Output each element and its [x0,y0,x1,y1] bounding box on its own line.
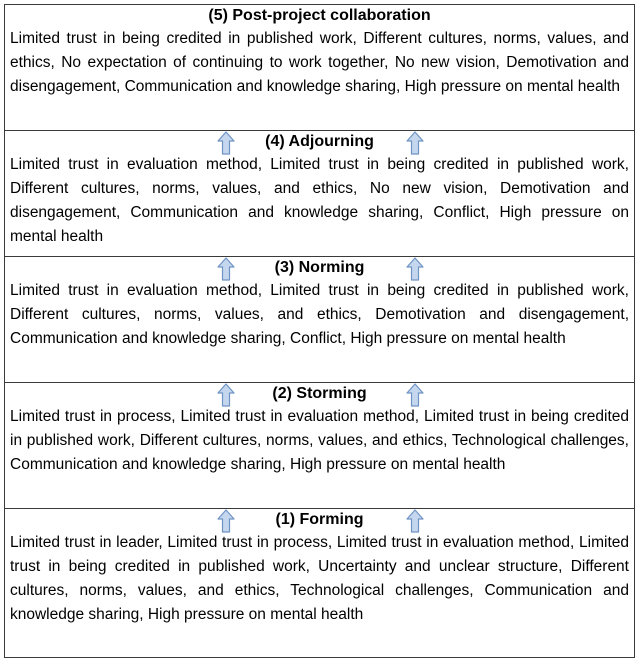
stage-description: Limited trust in leader, Limited trust in process, Limited trust in evaluation method, Limited trust in being credited in published work, Uncertainty and unclear structure, Different cultures, norms, values, and ethics, Technological challenges, Communication and knowledge sharing, High pressure on mental health [10,534,629,623]
up-arrow-icon [406,257,424,281]
stage-title: (1) Forming [275,511,364,528]
stage-description: Limited trust in process, Limited trust in evaluation method, Limited trust in being credited in published work, Different cultures, norms, values, and ethics, Technological challenges, Communication and knowledge sharing, High pressure on mental health [10,408,629,473]
stage-title: (4) Adjourning [265,133,374,150]
stage-norming [5,256,634,382]
stage-diagram [4,4,635,658]
stage-title: (5) Post-project collaboration [208,7,431,24]
stage-post-project-collaboration [5,5,634,130]
up-arrow-icon [406,131,424,155]
stage-storming [5,382,634,508]
up-arrow-icon [217,509,235,533]
up-arrow-icon [406,383,424,407]
stage-title: (3) Norming [274,259,365,276]
stage-description: Limited trust in evaluation method, Limited trust in being credited in published work, Different cultures, norms, values, and ethics, No new vision, Demotivation and disengagement, Communication and knowledge sharing, Conflict, High pressure on mental health [10,156,629,245]
up-arrow-icon [217,383,235,407]
up-arrow-icon [217,131,235,155]
stage-description: Limited trust in being credited in published work, Different cultures, norms, values, and ethics, No expectation of continuing to work together, No new vision, Demotivation and disengagement, Communication and knowledge sharing, High pressure on mental health [10,30,629,95]
stage-description: Limited trust in evaluation method, Limited trust in being credited in published work, Different cultures, norms, values, and ethics, Demotivation and disengagement, Communication and knowledge sharing, Conflict, High pressure on mental health [10,282,629,347]
up-arrow-icon [406,509,424,533]
up-arrow-icon [217,257,235,281]
stage-title: (2) Storming [272,385,367,402]
stage-forming [5,508,634,659]
stage-adjourning [5,130,634,256]
